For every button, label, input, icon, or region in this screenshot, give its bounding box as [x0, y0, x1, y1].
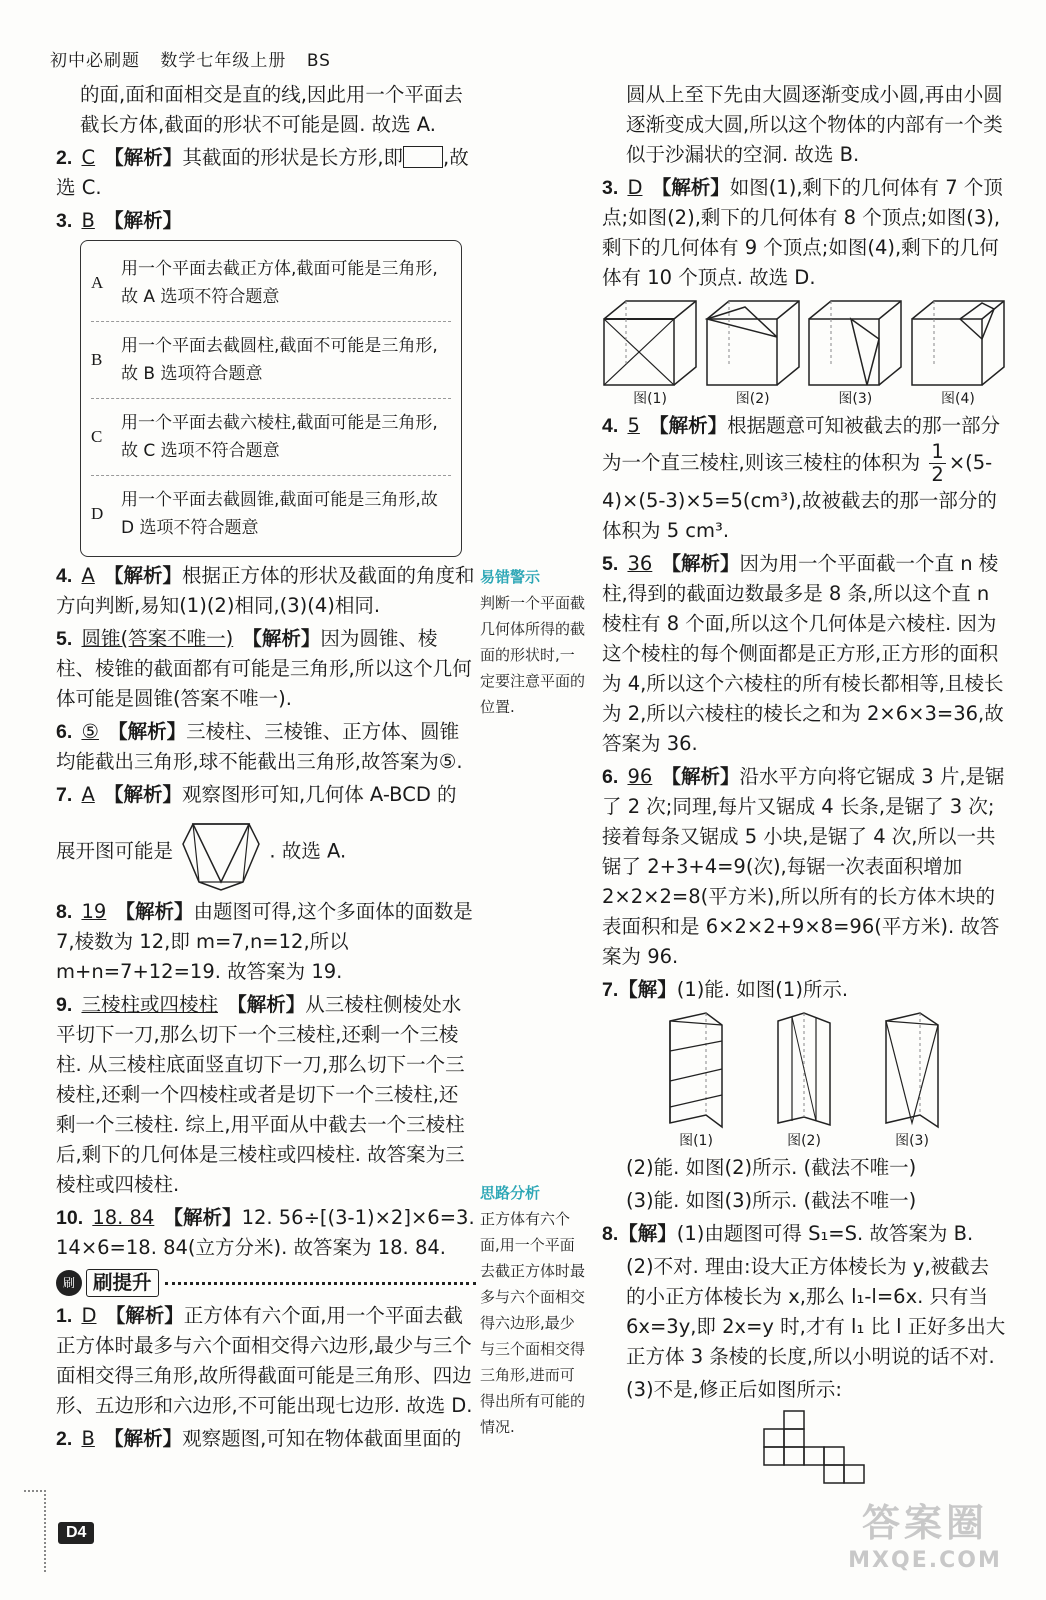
cube-figure: 图(1) — [602, 299, 698, 409]
prism-figures — [602, 1011, 1006, 1151]
section-title — [56, 1269, 476, 1297]
fraction: $\frac{1}{2}$ — [931, 440, 944, 486]
side-note-analysis — [480, 1182, 586, 1440]
q8: 8. 19 【解析】由题图可得,这个多面体的面数是7,棱数为 12,即 m=7,n=12,所以 m+n=7+12=19. 故答案为 19. — [56, 900, 473, 983]
q10: 10. 18. 84 【解析】12. 56÷[(3-1)×2]×6=3. 14×6=18. 84(立方分米). 故答案为 18. 84. — [56, 1206, 475, 1259]
q7: 7. A 【解析】观察图形可知,几何体 A-BCD 的 展开图可能是 . 故选 A. — [56, 780, 476, 894]
rectangle-icon — [403, 146, 443, 168]
p8: 8.【解】(1)由题图可得 S₁=S. 故答案为 B. — [602, 1222, 974, 1245]
cube-figure: 图(3) — [807, 299, 903, 409]
options-table — [80, 240, 462, 557]
p2-continuation: 圆从上至下先由大圆逐渐变成小圆,再由小圆逐渐变成大圆,所以这个物体的内部有一个类似于沙漏状的空洞. 故选 B. — [626, 83, 1003, 166]
option-row: D 用一个平面去截圆锥,截面可能是三角形,故 D 选项不符合题意 — [91, 490, 438, 538]
net-diagram — [179, 810, 263, 894]
cube-figures — [602, 299, 1006, 409]
book-title: 初中必刷题 — [50, 51, 140, 71]
option-row: A 用一个平面去截正方体,截面可能是三角形,故 A 选项不符合题意 — [91, 245, 451, 322]
side-note-text: 判断一个平面截几何体所得的截面的形状时,一定要注意平面的位置. — [480, 594, 586, 716]
left-column — [56, 80, 476, 1457]
cube-figure: 图(2) — [705, 299, 801, 409]
page-number: D4 — [58, 1522, 94, 1544]
p7: 7.【解】(1)能. 如图(1)所示. — [602, 978, 849, 1001]
q9: 9. 三棱柱或四棱柱 【解析】从三棱柱侧棱处水平切下一刀,那么切下一个三棱柱,还剩一个三棱柱. 从三棱柱底面竖直切下一刀,那么切下一个三棱柱,还剩一个四棱柱或者是切下一个三棱柱,还剩一个三棱柱. 综上,用平面从中截去一个三棱柱后,剩下的几何体是三棱柱或四棱柱. 故答案为三棱柱或四棱柱. — [56, 993, 465, 1196]
side-note-title: 思路分析 — [480, 1184, 541, 1202]
q1-continuation: 的面,面和面相交是直的线,因此用一个平面去截长方体,截面的形状不可能是圆. 故选 A. — [80, 83, 463, 136]
q4: 4. A 【解析】根据正方体的形状及截面的角度和方向判断,易知(1)(2)相同,(3)(4)相同. — [56, 564, 475, 617]
p7-line2: (2)能. 如图(2)所示. (截法不唯一) — [626, 1156, 917, 1179]
option-row: C 用一个平面去截六棱柱,截面可能是三角形,故 C 选项不符合题意 — [91, 399, 451, 476]
prism-figure: 图(1) — [666, 1011, 726, 1151]
prism-figure: 图(2) — [774, 1011, 834, 1151]
edition: BS — [306, 51, 331, 71]
staircase-diagram — [602, 1409, 1006, 1489]
option-row: B 用一个平面去截圆柱,截面不可能是三角形,故 B 选项符合题意 — [91, 322, 451, 399]
p2: 2. B 【解析】观察题图,可知在物体截面里面的 — [56, 1427, 462, 1450]
section-badge: 刷 — [56, 1270, 82, 1296]
side-note-warning — [480, 566, 586, 720]
p3: 3. D 【解析】如图(1),剩下的几何体有 7 个顶点;如图(2),剩下的几何体有 8 个顶点;如图(3),剩下的几何体有 9 个顶点;如图(4),剩下的几何体有 10 个顶点. 故选 D. — [602, 176, 1003, 289]
p8-line2: (2)不对. 理由:设大正方体棱长为 y,被截去的小正方体棱长为 x,那么 l₁-l=6x. 只有当 6x=3y,即 2x=y 时,才有 l₁ 比 l 正好多出大正方体 3 条棱的长度,所以小明说的话不对. — [626, 1255, 1006, 1368]
p5: 5. 36 【解析】因为用一个平面截一个直 n 棱柱,得到的截面边数最多是 8 条,所以这个直 n 棱柱有 8 个面,所以这个几何体是六棱柱. 因为这个棱柱的每个侧面都是正方形,正方形的面积为 4,所以这个六棱柱的所有棱长都相等,且棱长为 2,所以六棱柱的棱长之和为 2×6×3=36,故答案为 36. — [602, 552, 1004, 755]
right-column — [602, 80, 1006, 1489]
cube-figure: 图(4) — [910, 299, 1006, 409]
p8-line3: (3)不是,修正后如图所示: — [626, 1378, 842, 1401]
q6: 6. ⑤ 【解析】三棱柱、三棱锥、正方体、圆锥均能截出三角形,球不能截出三角形,故答案为⑤. — [56, 720, 463, 773]
watermark-logo: 答案圈 MXQE.COM — [848, 1501, 1002, 1573]
corner-mark — [24, 1490, 46, 1572]
prism-figure: 图(3) — [882, 1011, 942, 1151]
section-label: 刷提升 — [86, 1269, 159, 1297]
p4: 4. 5 【解析】根据题意可知被截去的那一部分为一个直三棱柱,则该三棱柱的体积为 $\frac{1}{2}$ ×(5-4)×(5-3)×5=5(cm³),故被截去的那一部分的体积为 5 cm³. — [602, 414, 1001, 542]
q2: 2. C 【解析】其截面的形状是长方形,即 ,故选 C. — [56, 146, 469, 199]
subject-title: 数学七年级上册 — [160, 51, 287, 71]
p7-line3: (3)能. 如图(3)所示. (截法不唯一) — [626, 1189, 917, 1212]
page-header — [50, 50, 345, 72]
q3: 3. B 【解析】 — [56, 209, 183, 232]
q5: 5. 圆锥(答案不唯一) 【解析】因为圆锥、棱柱、棱锥的截面都有可能是三角形,所以这个几何体可能是圆锥(答案不唯一). — [56, 627, 472, 710]
section-divider — [165, 1282, 476, 1285]
side-note-title: 易错警示 — [480, 568, 541, 586]
side-note-text: 正方体有六个面,用一个平面去截正方体时最多与六个面相交得六边形,最少与三个面相交得三角形,进而可得出所有可能的情况. — [480, 1210, 586, 1436]
p6: 6. 96 【解析】沿水平方向将它锯成 3 片,是锯了 2 次;同理,每片又锯成 4 长条,是锯了 3 次;接着每条又锯成 5 小块,是锯了 4 次,所以一共锯了 2+3+4=9(次),每锯一次表面积增加 2×2×2=8(平方米),所以所有的长方体木块的表面积和是 6×2×2+9×8=96(平方米). 故答案为 96. — [602, 765, 1005, 968]
p1: 1. D 【解析】正方体有六个面,用一个平面去截正方体时最多与六个面相交得六边形,最少与三个面相交得三角形,故所得截面可能是三角形、四边形、五边形和六边形,不可能出现七边形. 故选 D. — [56, 1304, 473, 1417]
